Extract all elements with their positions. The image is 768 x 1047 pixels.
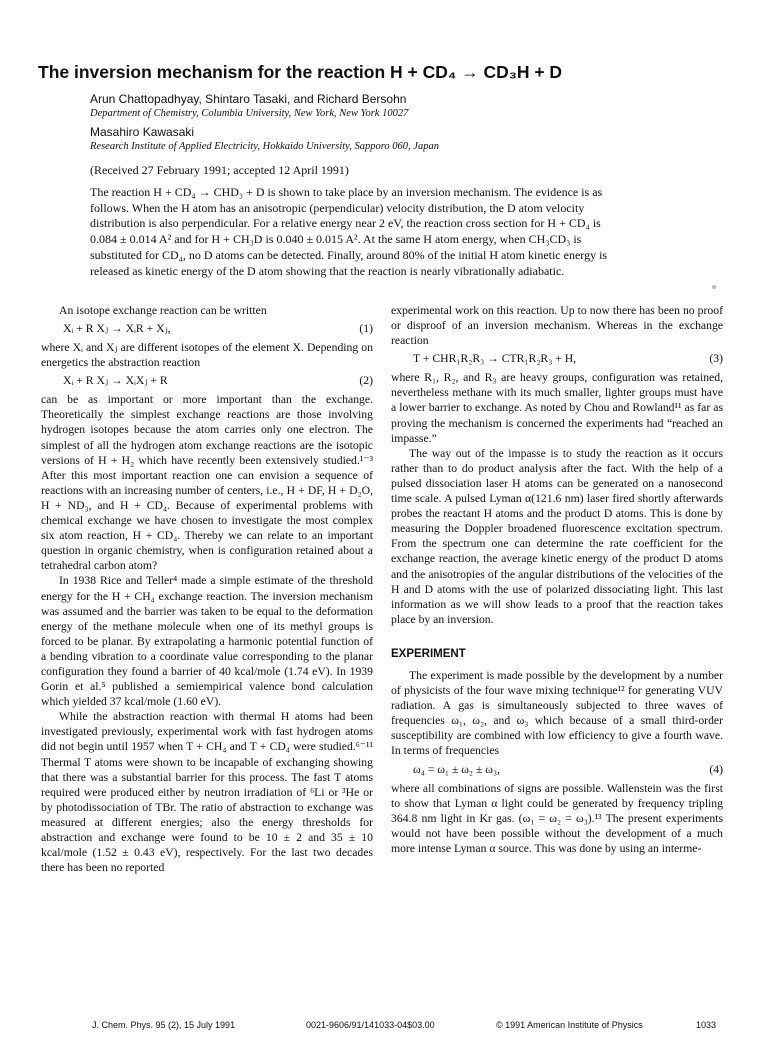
paragraph: experimental work on this reaction. Up to now there has been no proof or disproof of an inversion mechanism. Whereas in the exchange reaction xyxy=(391,304,723,348)
page-mark-dot xyxy=(712,285,716,289)
paragraph: While the abstraction reaction with thermal H atoms had been investigated previously, experimental work with fast hydrogen atoms did not begin until 1957 when T + CH₄ and T + CD₄ were studied.⁶⁻¹¹ Thermal T atoms were shown to be incapable of exchanging showing that there was a substantial barrier for this process. The fast T atoms required were produced either by neutron irradiation of ⁶Li or ³He or by photodissociation of TBr. The ratio of abstraction to exchange was measured at different energies; also the energy thresholds for abstraction and exchange were found to be 10 ± 2 and 35 ± 10 kcal/mole (1.52 ± 0.43 eV), respectively. For the last two decades there has been no reported xyxy=(41,710,373,875)
equation-number: (1) xyxy=(359,322,373,336)
author-list-2: Masahiro Kawasaki xyxy=(90,125,195,139)
equation-expression: T + CHR₁R₂R₃ → CTR₁R₂R₃ + H, xyxy=(413,352,577,366)
paragraph: An isotope exchange reaction can be written xyxy=(59,304,267,317)
paragraph: In 1938 Rice and Teller⁴ made a simple estimate of the threshold energy for the H + CH₄ exchange reaction. The inversion mechanism was assumed and the barrier was taken to be equal to the deformation energy of the methane molecule when one of its methyl groups is forced to be planar. By extrapolating a harmonic potential function of a bending vibration to a coordinate value corresponding to the planar configuration they found a barrier of 40 kcal/mole (1.74 eV). In 1939 Gorin et al.⁵ published a semiempirical valence bond calculation which yielded 37 kcal/mole (1.60 eV). xyxy=(41,574,373,709)
equation-3 xyxy=(391,350,723,368)
left-column xyxy=(41,303,373,875)
equation-number: (3) xyxy=(709,352,723,366)
equation-number: (4) xyxy=(709,762,723,776)
equation-expression: Xᵢ + R Xⱼ → XᵢR + Xⱼ, xyxy=(63,322,171,336)
footer-journal: J. Chem. Phys. 95 (2), 15 July 1991 xyxy=(92,1020,236,1030)
paragraph: can be as important or more important than the exchange. Theoretically the simplest exchange reactions are those involving hydrogen isotopes because the atom carries only one electron. The simplest of all the hydrogen atom exchange reactions are the isotopic versions of H + H₂ which have recently been extensively studied.¹⁻³ After this most important reaction one can envision a sequence of reactions with an increasing number of centers, i.e., H + DF, H + D₂O, H + ND₃, and H + CD₄. Because of experimental problems with chemical exchange we have chosen to investigate the most complex six atom reaction, H + CD₄. Thereby we can relate to an important question in organic chemistry, when is configuration retained about a tetrahedral carbon atom? xyxy=(41,393,373,573)
equation-2 xyxy=(41,372,373,390)
abstract: The reaction H + CD₄ → CHD₃ + D is shown to take place by an inversion mechanism. The evidence is as follows. When the H atom has an anisotropic (perpendicular) velocity distribution, the D atom velocity distribution is also perpendicular. For a relative energy near 2 eV, the reaction cross section for H + CD₄ is 0.084 ± 0.014 A² and for H + CH₃D is 0.040 ± 0.015 A². At the same H atom energy, when CH₃CD₃ is substituted for CD₄, no D atoms can be detected. Finally, around 80% of the initial H atom kinetic energy is released as kinetic energy of the D atom showing that the reaction is nearly vibrationally adiabatic. xyxy=(90,185,608,278)
paragraph: The way out of the impasse is to study the reaction as it occurs rather than to do product analysis after the fact. With the help of a pulsed dissociation laser H atoms can be generated on a nanosecond time scale. A pulsed Lyman α(121.6 nm) laser fired shortly afterwards probes the reactant H atoms and the product D atoms. This is done by measuring the Doppler broadened fluorescence excitation spectrum. From the spectrum one can determine the rate coefficient for the exchange reaction, the average kinetic energy of the product D atoms and the anisotropies of the angular distributions of the velocities of the H and D atoms with the use of polarized dissociating light. This last information as we will show leads to a proof that the reaction takes place by an inversion. xyxy=(391,446,723,626)
footer-code: 0021-9606/91/141033-04$03.00 xyxy=(306,1020,435,1030)
equation-4 xyxy=(391,761,723,779)
equation-expression: Xᵢ + R Xⱼ → XᵢXⱼ + R xyxy=(63,374,168,388)
right-column xyxy=(391,303,723,856)
paragraph: where all combinations of signs are possible. Wallenstein was the first to show that Lyman α light could be generated by frequency tripling 364.8 nm light in Kr gas. (ω₁ = ω₂ = ω₃).¹³ The present experiments would not have been possible without the development of a much more intense Lyman α source. This was done by using an interme- xyxy=(391,781,723,855)
affiliation-2: Research Institute of Applied Electricity, Hokkaido University, Sapporo 060, Japan xyxy=(90,141,439,152)
equation-number: (2) xyxy=(359,374,373,388)
page-number: 1033 xyxy=(696,1020,717,1030)
footer-copyright: © 1991 American Institute of Physics xyxy=(496,1020,643,1030)
paragraph: where Xᵢ and Xⱼ are different isotopes of the element X. Depending on energetics the abstraction reaction xyxy=(41,341,373,370)
paragraph: where R₁, R₂, and R₃ are heavy groups, configuration was retained, nevertheless methane with its much smaller, lighter groups must have a lower barrier to exchange. As noted by Chou and Rowland¹¹ as far as proving the mechanism is concerned the experiments had “reached an impasse.” xyxy=(391,371,723,445)
received-dates: (Received 27 February 1991; accepted 12 April 1991) xyxy=(90,163,349,177)
affiliation-1: Department of Chemistry, Columbia University, New York, New York 10027 xyxy=(90,108,409,119)
author-list-1: Arun Chattopadhyay, Shintaro Tasaki, and Richard Bersohn xyxy=(90,92,407,106)
paragraph: The experiment is made possible by the development by a number of physicists of the four wave mixing technique¹² for generating VUV radiation. A gas is simultaneously subjected to three waves of frequencies ω₁, ω₂, and ω₃ which because of a small third-order susceptibility are combined with low efficiency to give a fourth wave. In terms of frequencies xyxy=(391,668,723,758)
section-heading: EXPERIMENT xyxy=(391,647,466,660)
paper-title: The inversion mechanism for the reaction H + CD₄ → CD₃H + D xyxy=(38,62,563,82)
equation-expression: ω₄ = ω₁ ± ω₂ ± ω₃, xyxy=(413,762,500,776)
equation-1 xyxy=(41,320,373,338)
